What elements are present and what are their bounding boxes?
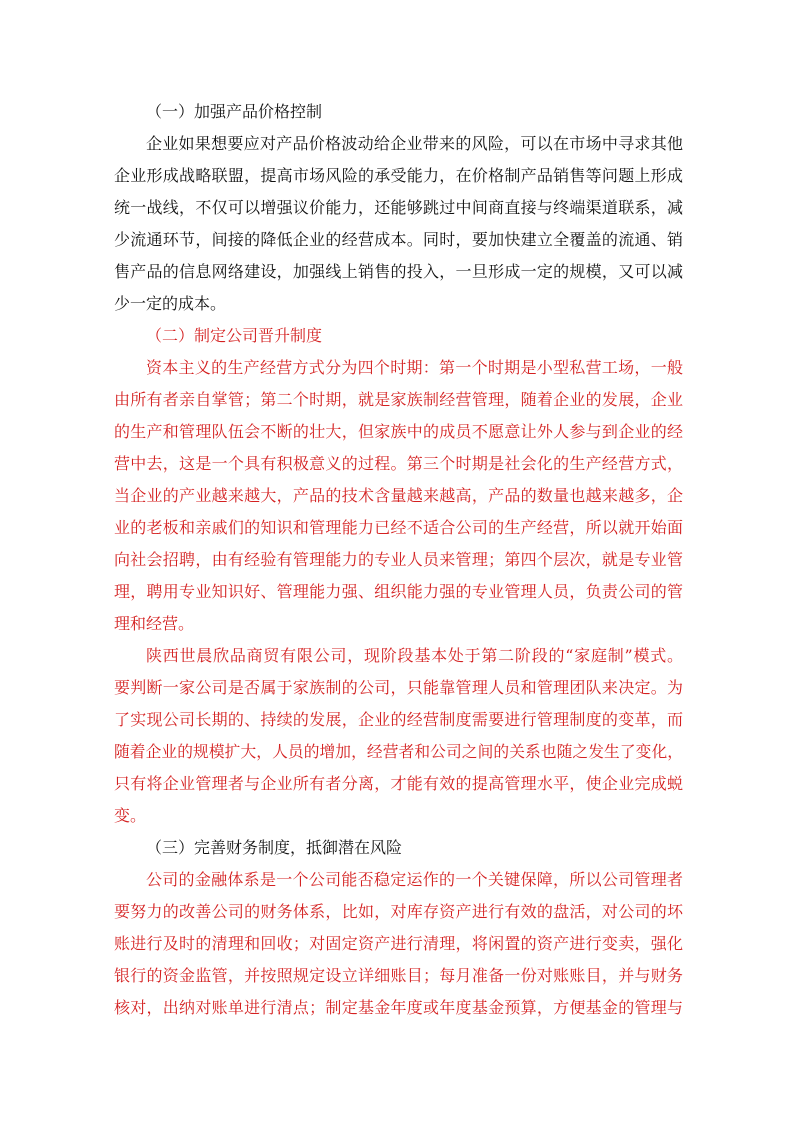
text-line: 只有将企业管理者与企业所有者分离，才能有效的提高管理水平，使企业完成蜕 <box>114 774 683 793</box>
text-line: 银行的资金监管，并按照规定设立详细账目；每月准备一份对账账目，并与财务 <box>114 966 683 985</box>
section-heading: （二）制定公司晋升制度 <box>146 326 323 345</box>
text-line: 核对，出纳对账单进行清点；制定基金年度或年度基金预算，方便基金的管理与 <box>114 998 683 1017</box>
text-line: 陕西世晨欣品商贸有限公司，现阶段基本处于第二阶段的“家庭制”模式。 <box>146 646 683 665</box>
paragraph <box>114 640 683 832</box>
text-line: 要判断一家公司是否属于家族制的公司，只能靠管理人员和管理团队来决定。为 <box>114 678 683 697</box>
text-line: 账进行及时的清理和回收；对固定资产进行清理，将闲置的资产进行变卖，强化 <box>114 934 683 953</box>
paragraph <box>114 352 683 640</box>
text-line: 统一战线，不仅可以增强议价能力，还能够跳过中间商直接与终端渠道联系，减 <box>114 198 683 217</box>
text-line: 公司的金融体系是一个公司能否稳定运作的一个关键保障，所以公司管理者 <box>146 870 683 889</box>
section-heading: （三）完善财务制度，抵御潜在风险 <box>146 838 403 857</box>
text-line: 少一定的成本。 <box>114 294 227 313</box>
text-line: 企业形成战略联盟，提高市场风险的承受能力，在价格制产品销售等问题上形成 <box>114 166 683 185</box>
text-line: 要努力的改善公司的财务体系，比如，对库存资产进行有效的盘活，对公司的坏 <box>114 902 683 921</box>
text-line: 资本主义的生产经营方式分为四个时期：第一个时期是小型私营工场，一般 <box>146 358 683 377</box>
section-heading: （一）加强产品价格控制 <box>146 102 323 121</box>
text-line: 向社会招聘，由有经验有管理能力的专业人员来管理；第四个层次，就是专业管 <box>114 550 683 569</box>
text-line: 理和经营。 <box>114 614 195 633</box>
paragraph <box>114 128 683 320</box>
text-line: 变。 <box>114 806 147 825</box>
text-line: 理，聘用专业知识好、管理能力强、组织能力强的专业管理人员，负责公司的管 <box>114 582 683 601</box>
text-line: 营中去，这是一个具有积极意义的过程。第三个时期是社会化的生产经营方式， <box>114 454 683 473</box>
text-line: 随着企业的规模扩大，人员的增加，经营者和公司之间的关系也随之发生了变化， <box>114 742 683 761</box>
text-line: 由所有者亲自掌管；第二个时期，就是家族制经营管理，随着企业的发展，企业 <box>114 390 683 409</box>
text-line: 业的老板和亲戚们的知识和管理能力已经不适合公司的生产经营，所以就开始面 <box>114 518 683 537</box>
paragraph <box>114 864 683 1024</box>
text-line: 的生产和管理队伍会不断的壮大，但家族中的成员不愿意让外人参与到企业的经 <box>114 422 683 441</box>
document-body <box>114 96 683 1024</box>
text-line: 了实现公司长期的、持续的发展，企业的经营制度需要进行管理制度的变革，而 <box>114 710 683 729</box>
text-line: 少流通环节，间接的降低企业的经营成本。同时，要加快建立全覆盖的流通、销 <box>114 230 683 249</box>
text-line: 售产品的信息网络建设，加强线上销售的投入，一旦形成一定的规模，又可以减 <box>114 262 683 281</box>
text-line: 企业如果想要应对产品价格波动给企业带来的风险，可以在市场中寻求其他 <box>146 134 683 153</box>
text-line: 当企业的产业越来越大，产品的技术含量越来越高，产品的数量也越来越多，企 <box>114 486 683 505</box>
